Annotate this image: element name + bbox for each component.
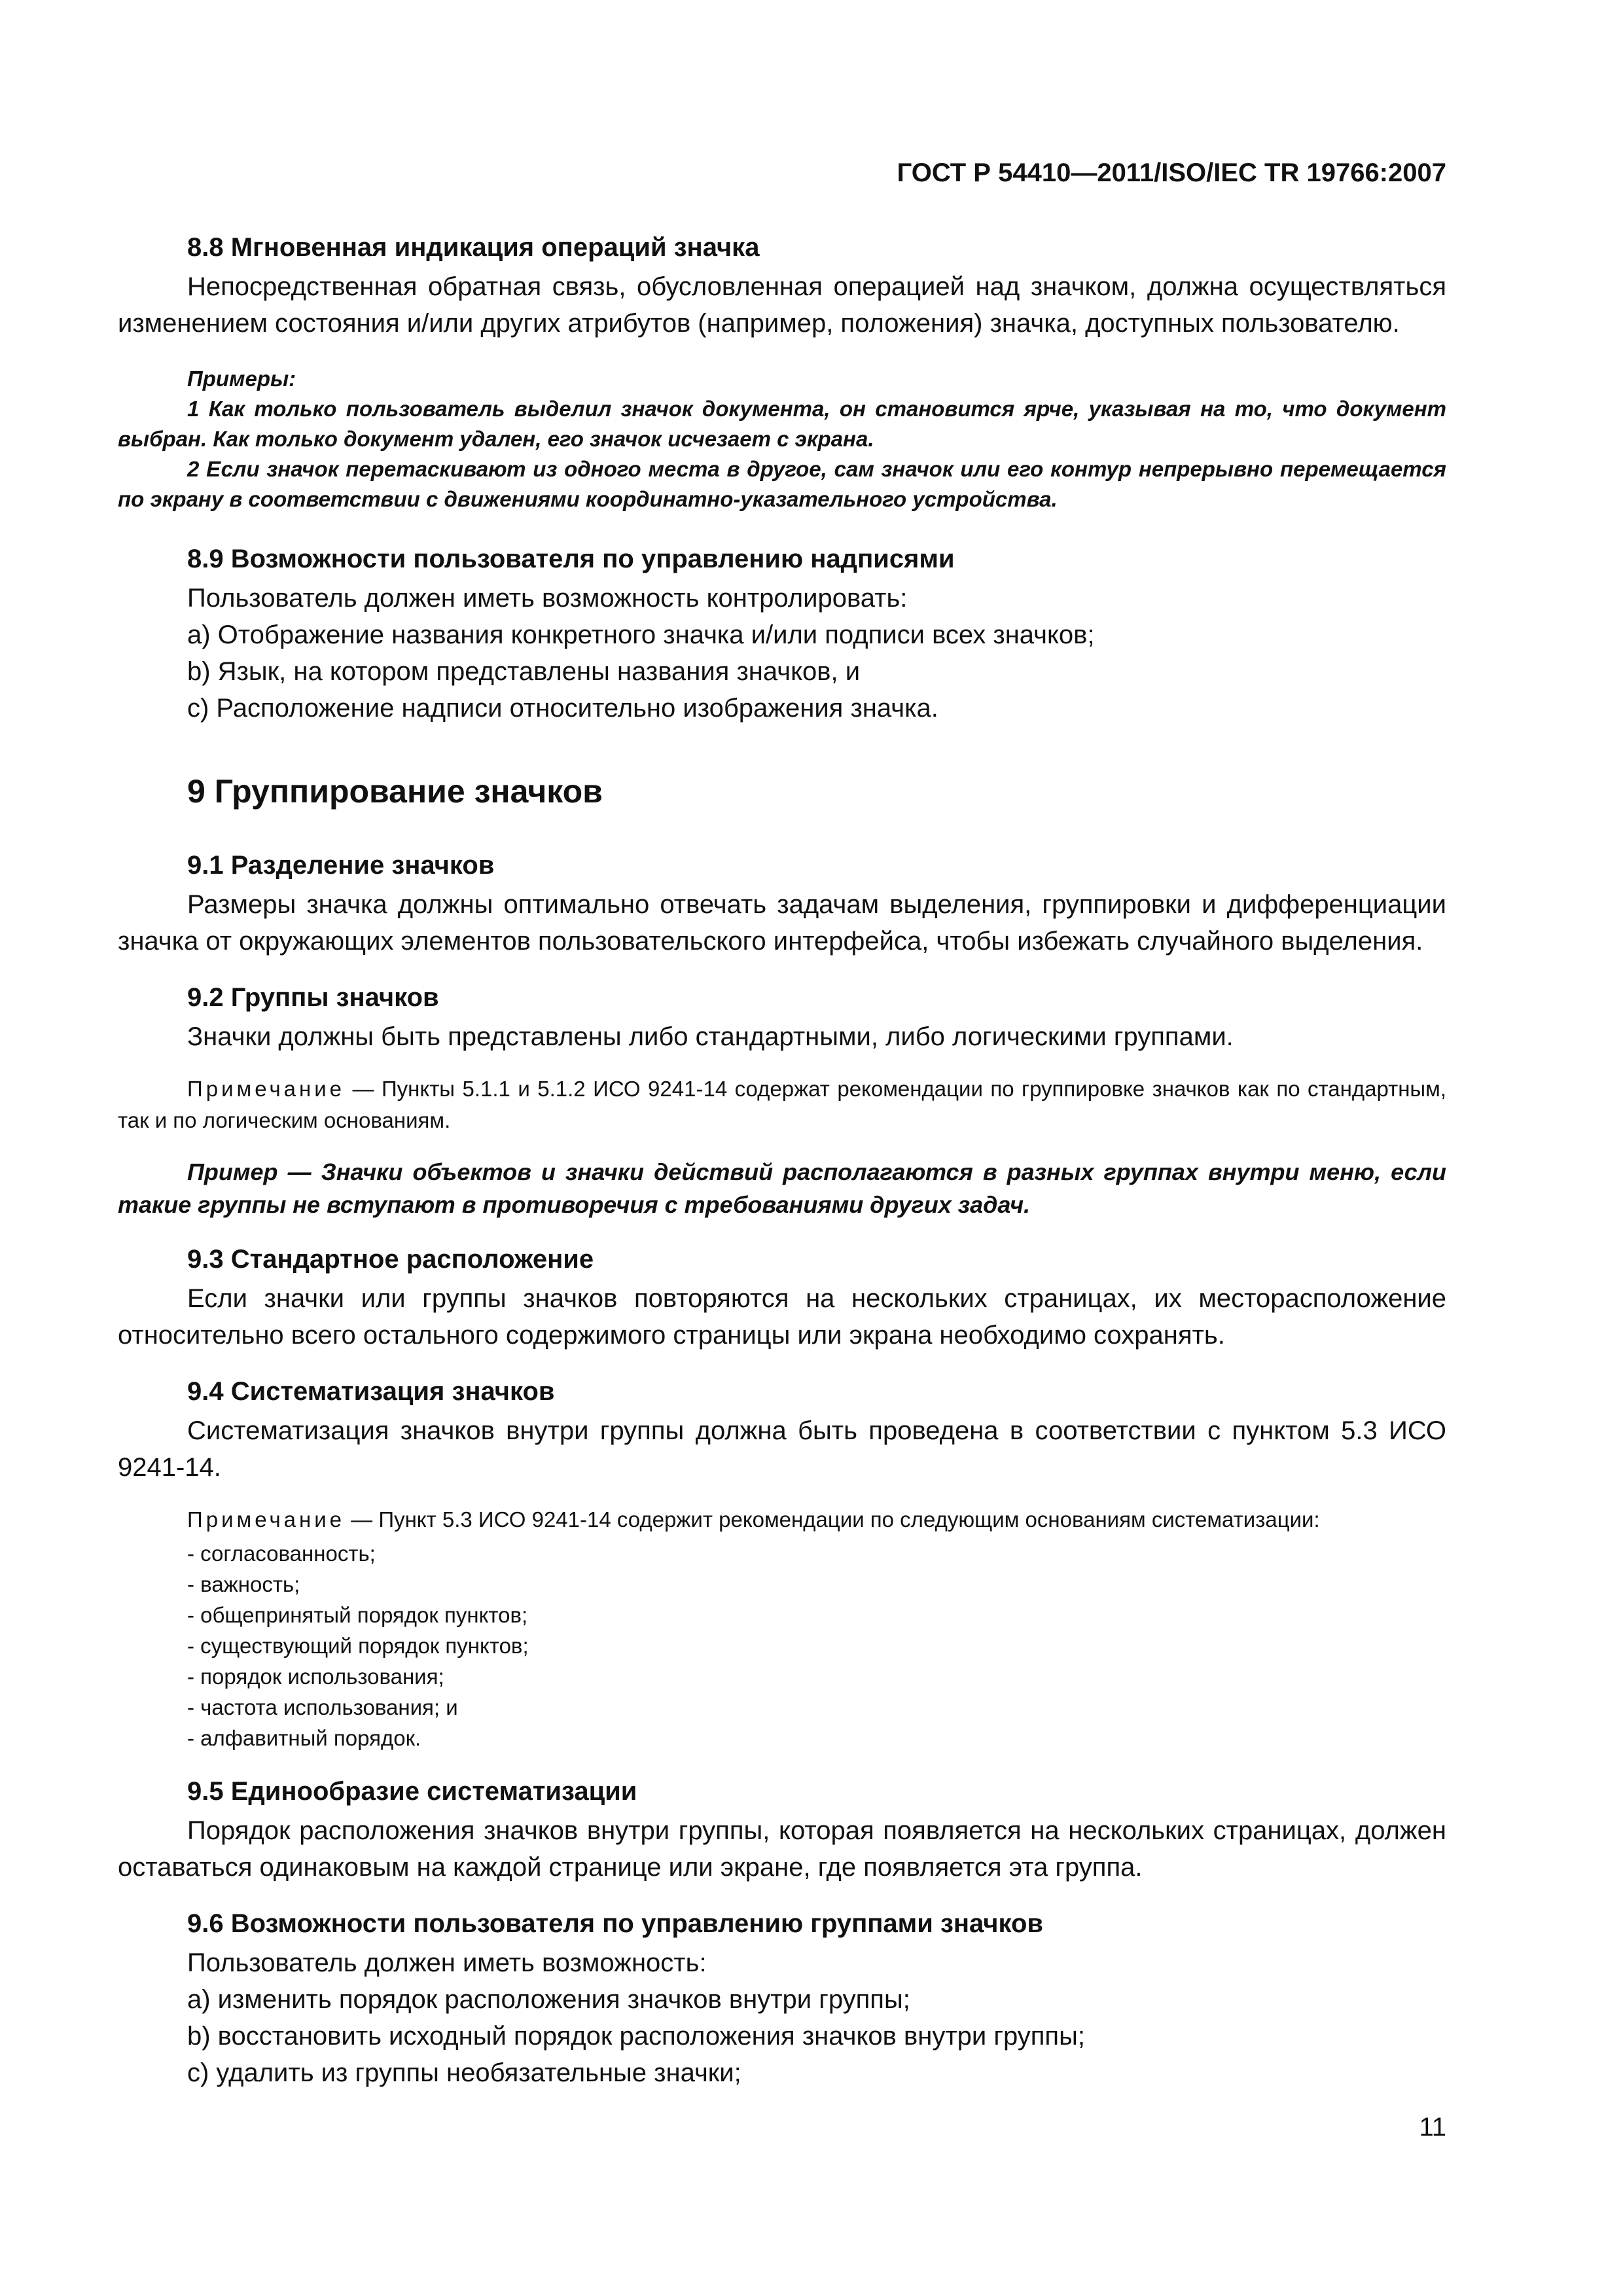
list-item-9-6-c: c) удалить из группы необязательные значки; (187, 2058, 741, 2087)
list-item-8-9-b: b) Язык, на котором представлены названия значков, и (187, 657, 861, 686)
note-label: Примечание (187, 1507, 346, 1532)
systematization-list (118, 1538, 1446, 1753)
heading-9-5: 9.5 Единообразие систематизации (187, 1777, 637, 1806)
paragraph-9-5: Порядок расположения значков внутри группы, которая появляется на нескольких страницах, должен оставаться одинаковым на каждой странице или экране, где появляется эта группа. (118, 1816, 1446, 1882)
list-item-9-6-a: a) изменить порядок расположения значков внутри группы; (187, 1985, 910, 2014)
example-9-2: Пример — Значки объектов и значки действий располагаются в разных группах внутри меню, если такие группы не вступают в противоречия с требованиями других задач. (118, 1158, 1446, 1218)
paragraph-9-3: Если значки или группы значков повторяются на нескольких страницах, их месторасположение относительно всего остального содержимого страницы или экрана необходимо сохранять. (118, 1284, 1446, 1350)
document-header: ГОСТ Р 54410—2011/ISO/IEC TR 19766:2007 (897, 158, 1446, 187)
example-1: 1 Как только пользователь выделил значок документа, он становится ярче, указывая на то, что документ выбран. Как только документ удален, его значок исчезает с экрана. (118, 397, 1446, 451)
intro-9-6: Пользователь должен иметь возможность: (187, 1948, 707, 1977)
list-item: - частота использования; и (187, 1695, 458, 1719)
paragraph-9-4: Систематизация значков внутри группы должна быть проведена в соответствии с пунктом 5.3 ИСО 9241-14. (118, 1416, 1446, 1482)
list-item: - существующий порядок пунктов; (187, 1634, 529, 1658)
examples-label: Примеры: (187, 367, 296, 391)
heading-8-9: 8.9 Возможности пользователя по управлению надписями (187, 545, 955, 573)
heading-section-9: 9 Группирование значков (187, 773, 603, 810)
intro-8-9: Пользователь должен иметь возможность контролировать: (187, 584, 908, 613)
note-9-2 (118, 1073, 1446, 1136)
list-item: - порядок использования; (187, 1664, 444, 1689)
note-9-4 (118, 1504, 1446, 1535)
list-item: - алфавитный порядок. (187, 1726, 421, 1750)
page-content (118, 154, 1446, 2091)
list-item-9-6-b: b) восстановить исходный порядок расположения значков внутри группы; (187, 2022, 1085, 2051)
list-item-8-9-a: a) Отображение названия конкретного значка и/или подписи всех значков; (187, 620, 1095, 649)
paragraph-8-8: Непосредственная обратная связь, обусловленная операцией над значком, должна осуществляться изменением состояния и/или других атрибутов (например, положения) значка, доступных пользователю. (118, 272, 1446, 338)
list-item: - общепринятый порядок пунктов; (187, 1603, 528, 1627)
note-text: — Пункты 5.1.1 и 5.1.2 ИСО 9241-14 содержат рекомендации по группировке значков как по стандартным, так и по логическим основаниям. (118, 1077, 1446, 1132)
paragraph-9-2: Значки должны быть представлены либо стандартными, либо логическими группами. (187, 1022, 1234, 1051)
note-text: — Пункт 5.3 ИСО 9241-14 содержит рекомендации по следующим основаниям систематизации: (345, 1507, 1320, 1532)
list-item: - согласованность; (187, 1541, 376, 1566)
heading-8-8: 8.8 Мгновенная индикация операций значка (187, 233, 760, 262)
heading-9-1: 9.1 Разделение значков (187, 851, 495, 880)
heading-9-6: 9.6 Возможности пользователя по управлению группами значков (187, 1909, 1043, 1938)
heading-9-4: 9.4 Систематизация значков (187, 1377, 555, 1406)
paragraph-9-1: Размеры значка должны оптимально отвечать задачам выделения, группировки и дифференциации значка от окружающих элементов пользовательского интерфейса, чтобы избежать случайного выделения. (118, 890, 1446, 956)
examples-block-8-8 (118, 364, 1446, 514)
note-label: Примечание (187, 1077, 346, 1101)
list-item-8-9-c: c) Расположение надписи относительно изображения значка. (187, 694, 938, 723)
heading-9-3: 9.3 Стандартное расположение (187, 1245, 594, 1274)
list-item: - важность; (187, 1572, 300, 1596)
example-2: 2 Если значок перетаскивают из одного места в другое, сам значок или его контур непрерывно перемещается по экрану в соответствии с движениями координатно-указательного устройства. (118, 457, 1446, 511)
page-number: 11 (1419, 2113, 1446, 2142)
heading-9-2: 9.2 Группы значков (187, 983, 439, 1012)
